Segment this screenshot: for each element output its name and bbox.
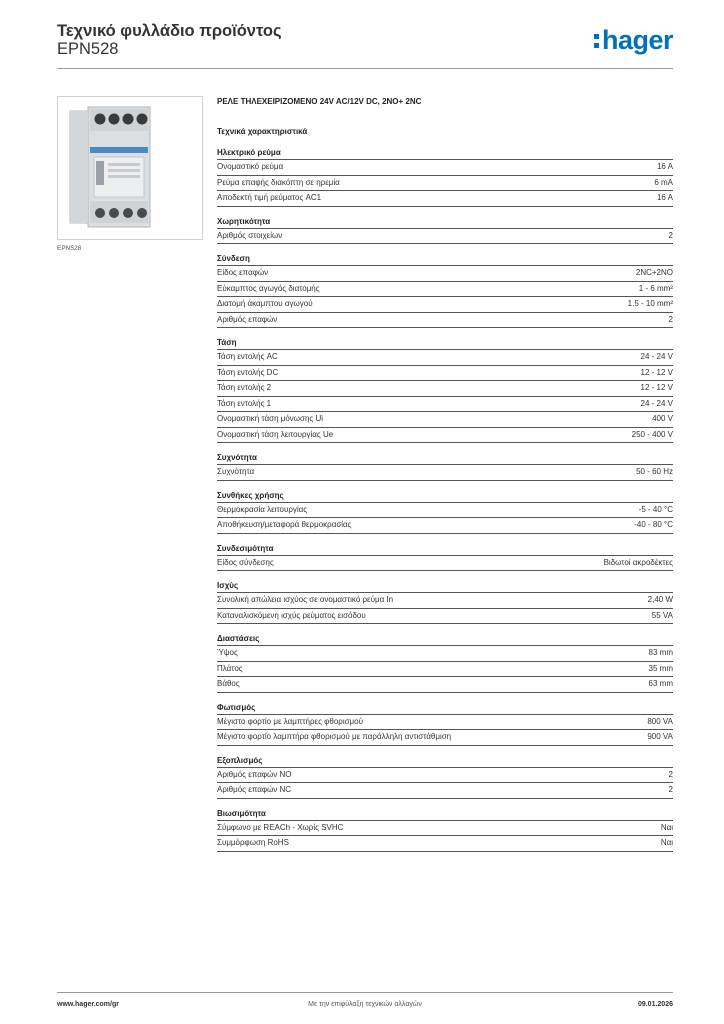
spec-label: Συνολική απώλεια ισχύος σε ονομαστικό ρεύμα In bbox=[217, 595, 394, 604]
spec-label: Ονομαστική τάση μόνωσης Ui bbox=[217, 414, 324, 423]
spec-label: Τάση εντολής AC bbox=[217, 352, 278, 361]
spec-value: -5 - 40 °C bbox=[638, 504, 673, 514]
group-title: Ηλεκτρικό ρεύμα bbox=[217, 147, 673, 160]
spec-label: Είδος σύνδεσης bbox=[217, 557, 274, 567]
spec-value: 16 A bbox=[656, 162, 673, 171]
spec-group bbox=[217, 702, 673, 746]
spec-value: 16 A bbox=[656, 193, 673, 202]
document-title: Τεχνικό φυλλάδιο προϊόντος bbox=[57, 22, 282, 40]
spec-label: Αριθμός στοιχείων bbox=[217, 230, 283, 240]
spec-sheet bbox=[217, 96, 673, 852]
spec-row bbox=[217, 593, 673, 609]
spec-row bbox=[217, 518, 673, 534]
spec-groups bbox=[217, 147, 673, 852]
spec-value: 6 mA bbox=[654, 177, 673, 187]
spec-row bbox=[217, 783, 673, 799]
spec-group bbox=[217, 633, 673, 693]
spec-value: 35 mm bbox=[648, 663, 673, 673]
spec-label: Ονομαστικό ρεύμα bbox=[217, 162, 284, 171]
spec-row bbox=[217, 266, 673, 282]
spec-row bbox=[217, 556, 673, 572]
spec-label: Τάση εντολής 2 bbox=[217, 383, 272, 392]
spec-value: 2NC+2NO bbox=[635, 268, 673, 277]
spec-row bbox=[217, 160, 673, 176]
product-image bbox=[57, 96, 203, 240]
spec-row bbox=[217, 821, 673, 837]
spec-row bbox=[217, 609, 673, 625]
spec-value: 400 V bbox=[652, 414, 673, 423]
spec-row bbox=[217, 297, 673, 313]
group-title: Συνθήκες χρήσης bbox=[217, 490, 673, 503]
spec-value: 50 - 60 Hz bbox=[636, 467, 673, 476]
spec-value: 24 - 24 V bbox=[640, 398, 673, 408]
logo-colon-icon bbox=[594, 29, 600, 51]
spec-row bbox=[217, 465, 673, 481]
spec-value: 12 - 12 V bbox=[640, 383, 673, 392]
spec-value: Ναι bbox=[660, 838, 673, 847]
spec-row bbox=[217, 381, 673, 397]
spec-value: 12 - 12 V bbox=[640, 367, 673, 377]
section-heading: Τεχνικά χαρακτηριστικά bbox=[217, 127, 308, 136]
spec-label: Ύψος bbox=[217, 648, 238, 657]
group-title: Συχνότητα bbox=[217, 452, 673, 465]
spec-row bbox=[217, 677, 673, 693]
spec-value: 2,40 W bbox=[647, 595, 673, 604]
spec-value: 1 - 6 mm² bbox=[638, 283, 673, 293]
page-footer bbox=[57, 992, 673, 1015]
spec-group bbox=[217, 147, 673, 207]
spec-value: Βιδωτοί ακροδέκτες bbox=[603, 557, 673, 567]
spec-group bbox=[217, 253, 673, 328]
spec-label: Συχνότητα bbox=[217, 467, 255, 476]
spec-label: Πλάτος bbox=[217, 663, 243, 673]
spec-label: Σύμφωνο με REACh - Χωρίς SVHC bbox=[217, 822, 344, 832]
spec-label: Αριθμός επαφών bbox=[217, 314, 278, 324]
spec-label: Αριθμός επαφών NO bbox=[217, 769, 292, 779]
group-title: Χωρητικότητα bbox=[217, 216, 673, 229]
group-title: Βιωσιμότητα bbox=[217, 808, 673, 821]
spec-group bbox=[217, 808, 673, 852]
website-link[interactable]: www.hager.com/gr bbox=[57, 1001, 119, 1008]
spec-row bbox=[217, 646, 673, 662]
spec-label: Μέγιστο φορτίο λαμπτήρα φθορισμού με παράλληλη αντιστάθμιση bbox=[217, 732, 452, 741]
spec-label: Διατομή άκαμπτου αγωγού bbox=[217, 299, 313, 308]
logo-wordmark: hager bbox=[601, 25, 673, 55]
spec-label: Ρεύμα επαφής διακόπτη σε ηρεμία bbox=[217, 177, 340, 187]
spec-label: Θερμοκρασία λειτουργίας bbox=[217, 504, 308, 514]
spec-row bbox=[217, 350, 673, 366]
spec-row bbox=[217, 412, 673, 428]
image-caption: EPN528 bbox=[57, 245, 82, 252]
spec-value: 83 mm bbox=[648, 648, 673, 657]
spec-value: -40 - 80 °C bbox=[634, 520, 673, 529]
spec-group bbox=[217, 216, 673, 245]
spec-value: 63 mm bbox=[648, 679, 673, 688]
spec-group bbox=[217, 543, 673, 572]
spec-label: Αποθήκευση/μεταφορά θερμοκρασίας bbox=[217, 520, 352, 529]
group-title: Ισχύς bbox=[217, 580, 673, 593]
spec-group bbox=[217, 337, 673, 443]
group-title: Σύνδεση bbox=[217, 253, 673, 266]
spec-value: 55 VA bbox=[651, 610, 673, 620]
document-date: 09.01.2026 bbox=[637, 1001, 673, 1008]
spec-label: Εύκαμπτος αγωγός διατομής bbox=[217, 283, 320, 293]
group-title: Συνδεσιμότητα bbox=[217, 543, 673, 556]
spec-row bbox=[217, 428, 673, 444]
disclaimer-note: Με την επιφύλαξη τεχνικών αλλαγών bbox=[308, 1001, 422, 1008]
spec-row bbox=[217, 176, 673, 192]
product-code: EPN528 bbox=[57, 40, 119, 58]
spec-label: Είδος επαφών bbox=[217, 268, 269, 277]
spec-row bbox=[217, 229, 673, 245]
spec-value: 2 bbox=[668, 785, 673, 794]
relay-device-icon bbox=[58, 97, 202, 239]
spec-group bbox=[217, 452, 673, 481]
spec-row bbox=[217, 366, 673, 382]
spec-label: Τάση εντολής 1 bbox=[217, 398, 272, 408]
spec-row bbox=[217, 730, 673, 746]
spec-label: Αποδεκτή τιμή ρεύματος AC1 bbox=[217, 193, 322, 202]
spec-value: 250 - 400 V bbox=[631, 429, 673, 439]
spec-label: Αριθμός επαφών NC bbox=[217, 785, 292, 794]
spec-group bbox=[217, 755, 673, 799]
product-title: ΡΕΛΕ ΤΗΛΕΧΕΙΡΙΖΟΜΕΝΟ 24V AC/12V DC, 2NO+ 2NC bbox=[217, 97, 422, 106]
spec-group bbox=[217, 490, 673, 534]
spec-value: 24 - 24 V bbox=[640, 352, 673, 361]
spec-value: Ναι bbox=[660, 822, 673, 832]
spec-label: Μέγιστο φορτίο με λαμπτήρες φθορισμού bbox=[217, 716, 363, 726]
group-title: Φωτισμός bbox=[217, 702, 673, 715]
spec-row bbox=[217, 313, 673, 329]
hager-logo[interactable] bbox=[594, 25, 673, 55]
spec-label: Τάση εντολής DC bbox=[217, 367, 279, 377]
spec-value: 1.5 - 10 mm² bbox=[627, 299, 673, 308]
group-title: Διαστάσεις bbox=[217, 633, 673, 646]
spec-row bbox=[217, 768, 673, 784]
spec-value: 900 VA bbox=[647, 732, 673, 741]
page-header bbox=[57, 20, 673, 69]
spec-value: 800 VA bbox=[647, 716, 673, 726]
spec-value: 2 bbox=[668, 230, 673, 240]
spec-row bbox=[217, 191, 673, 207]
spec-label: Καταναλισκόμενη ισχύς ρεύματος εισόδου bbox=[217, 610, 366, 620]
spec-row bbox=[217, 397, 673, 413]
spec-row bbox=[217, 662, 673, 678]
group-title: Τάση bbox=[217, 337, 673, 350]
spec-row bbox=[217, 715, 673, 731]
spec-label: Ονομαστική τάση λειτουργίας Ue bbox=[217, 429, 334, 439]
spec-value: 2 bbox=[668, 314, 673, 324]
group-title: Εξοπλισμός bbox=[217, 755, 673, 768]
spec-row bbox=[217, 836, 673, 852]
spec-value: 2 bbox=[668, 769, 673, 779]
spec-label: Βάθος bbox=[217, 679, 240, 688]
spec-row bbox=[217, 503, 673, 519]
spec-label: Συμμόρφωση RoHS bbox=[217, 838, 289, 847]
spec-row bbox=[217, 282, 673, 298]
spec-group bbox=[217, 580, 673, 624]
